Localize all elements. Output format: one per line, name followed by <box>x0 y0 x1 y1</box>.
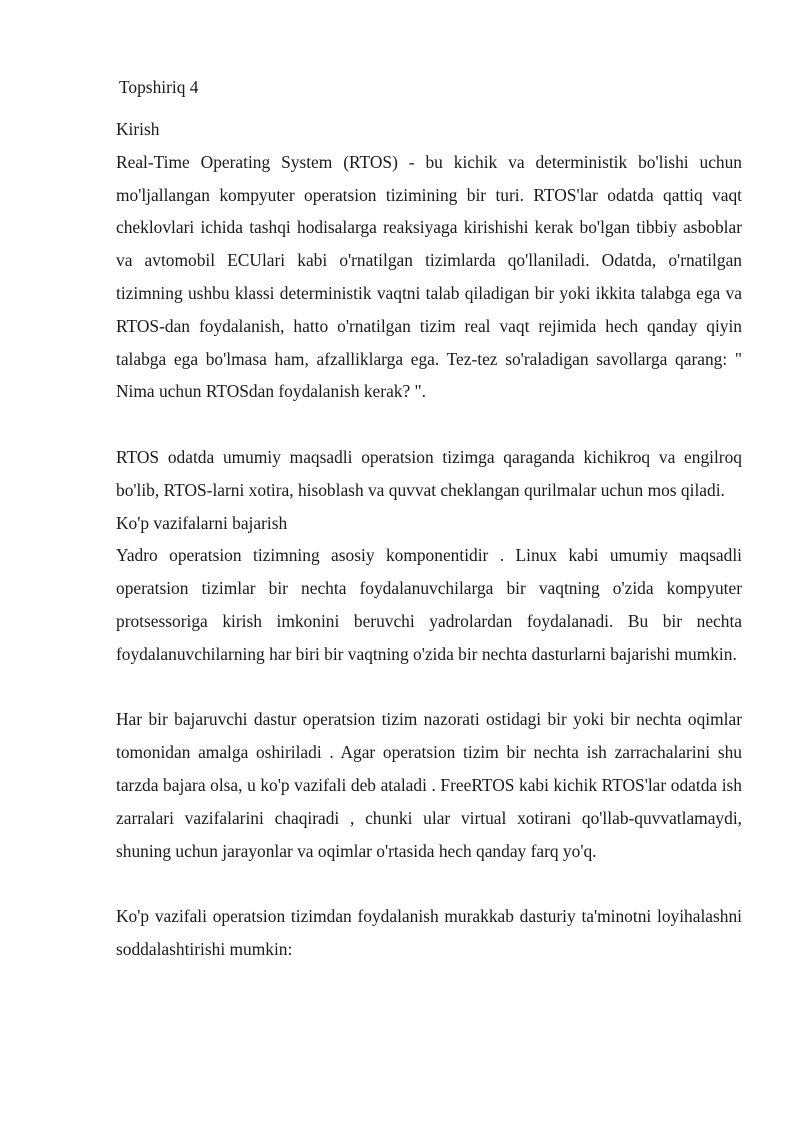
section-heading-multitasking: Ko'p vazifalarni bajarish <box>116 512 288 533</box>
paragraph-spacer <box>116 867 742 900</box>
paragraph-kernel: Yadro operatsion tizimning asosiy komponentidir . Linux kabi umumiy maqsadli operatsion tizimlar bir nechta foydalanuvchilarga bir vaqtning o'zida kompyuter protsessoriga kirish imkonini beruvchi yadrolardan foydalanadi. Bu bir nechta foydalanuvchilarning har biri bir vaqtning o'zida bir nechta dasturlarni bajarishi mumkin. <box>116 545 742 664</box>
paragraph-rtos-size: RTOS odatda umumiy maqsadli operatsion tizimga qaraganda kichikroq va engilroq bo'lib, RTOS-larni xotira, hisoblash va quvvat cheklangan qurilmalar uchun mos qiladi. <box>116 446 742 500</box>
section-heading-kirish: Kirish <box>116 119 160 139</box>
paragraph-spacer <box>116 671 742 704</box>
document-title: Topshiriq 4 <box>119 77 199 97</box>
paragraph-multitasking-benefits: Ko'p vazifali operatsion tizimdan foydalanish murakkab dasturiy ta'minotni loyihalashni soddalashtirishi mumkin: <box>116 906 742 959</box>
paragraph-threads: Har bir bajaruvchi dastur operatsion tizim nazorati ostidagi bir yoki bir nechta oqimlar tomonidan amalga oshiriladi . Agar operatsion tizim bir nechta ish zarrachalarini shu tarzda bajara olsa, u ko'p vazifali deb ataladi . FreeRTOS kabi kichik RTOS'lar odatda ish zarralari vazifalarini chaqiradi , chunki ular virtual xotirani qo'llab-quvvatlamaydi, shuning uchun jarayonlar va oqimlar o'rtasida hech qanday farq yo'q. <box>116 709 742 861</box>
paragraph-rtos-definition: Real-Time Operating System (RTOS) - bu kichik va deterministik bo'lishi uchun mo'ljallangan kompyuter operatsion tizimining bir turi. RTOS'lar odatda qattiq vaqt cheklovlari ichida tashqi hodisalarga reaksiyaga kirishishi kerak bo'lgan tibbiy asboblar va avtomobil ECUlari kabi o'rnatilgan tizimlarda qo'llaniladi. Odatda, o'rnatilgan tizimning ushbu klassi deterministik vaqtni talab qiladigan bir yoki ikkita talabga ega va RTOS-dan foydalanish, hatto o'rnatilgan tizim real vaqt rejimida hech qanday qiyin talabga ega bo'lmasa ham, afzalliklarga ega. Tez-tez so'raladigan savollarga qarang: " Nima uchun RTOSdan foydalanish kerak? ". <box>116 151 742 402</box>
document-body <box>116 73 742 966</box>
paragraph-spacer <box>116 408 742 441</box>
